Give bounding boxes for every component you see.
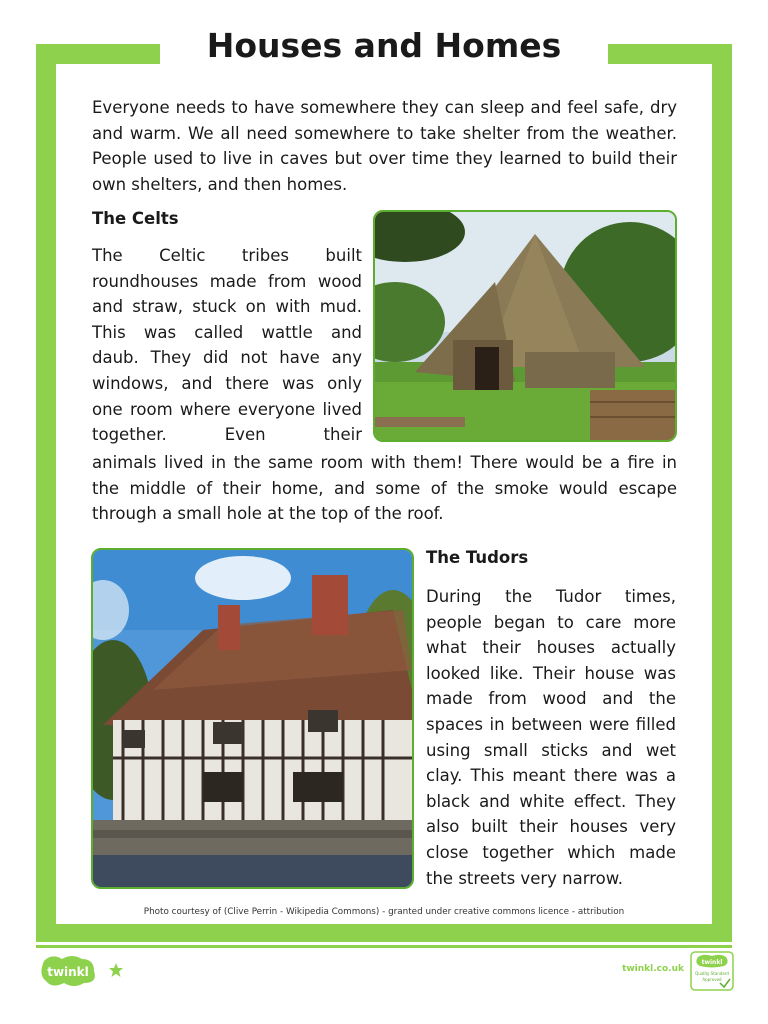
twinkl-logo[interactable] — [38, 953, 98, 989]
website-link[interactable]: twinkl.co.uk — [622, 964, 684, 974]
celts-paragraph-wrapped: The Celtic tribes built roundhouses made from wood and straw, stuck on with mud. This was called wattle and daub. They did not have any windows, and there was only one room where everyone lived together. Even their — [92, 246, 362, 445]
tudors-heading: The Tudors — [426, 548, 529, 567]
celtic-roundhouse-photo — [373, 210, 677, 442]
photo-credit: Photo courtesy of (Clive Perrin - Wikipedia Commons) - granted under creative commons licence - attribution — [143, 907, 625, 917]
quality-standard-badge — [690, 951, 734, 991]
celts-heading: The Celts — [92, 209, 179, 228]
intro-paragraph: Everyone needs to have somewhere they can sleep and feel safe, dry and warm. We all need somewhere to take shelter from the weather. People used to live in caves but over time they learned to build their own shelters, and then homes. — [92, 98, 677, 194]
badge-line1: Quality Standard — [695, 971, 729, 976]
footer-divider — [36, 945, 732, 948]
star-icon — [108, 962, 124, 978]
badge-logo-text: twinkl — [701, 959, 723, 966]
badge-line2: Approved — [702, 977, 722, 982]
page-title: Houses and Homes — [206, 26, 562, 65]
tudors-paragraph: During the Tudor times, people began to care more what their houses actually looked like. Their house was made from wood and the spaces in between were filled using small sticks and wet clay. This meant there was a black and white effect. They also built their houses very close together which made the streets very narrow. — [426, 587, 676, 888]
celts-paragraph-continued: animals lived in the same room with them! There would be a fire in the middle of their home, and some of the smoke would escape through a small hole at the top of the roof. — [92, 453, 677, 524]
tudor-house-photo — [91, 548, 414, 889]
logo-text: twinkl — [47, 965, 89, 979]
